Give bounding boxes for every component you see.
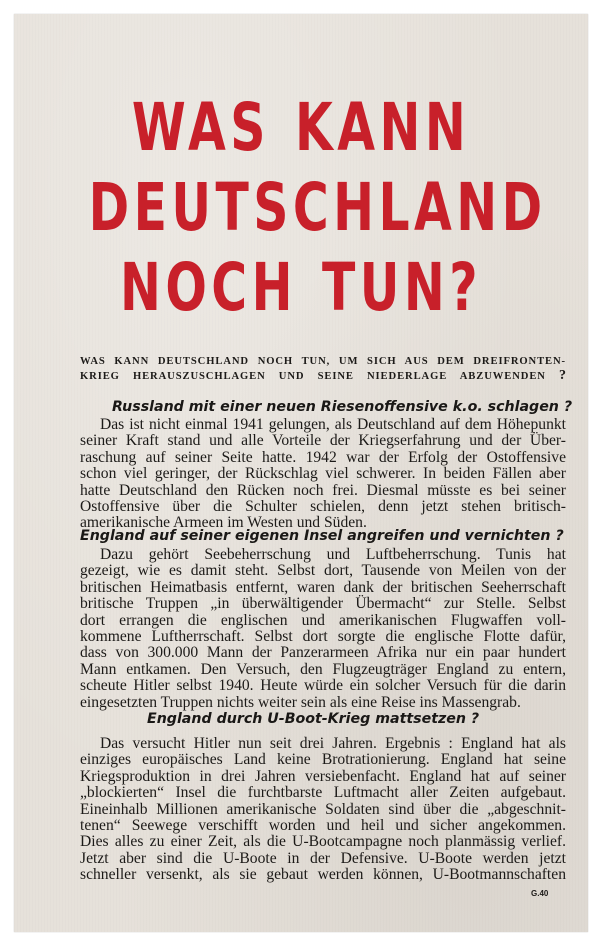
headline-line-3: NOCH TUN? (120, 249, 482, 326)
text-line: raschung auf seiner Seite hatte. 1942 war der Erfolg der Ostoffensive (80, 448, 566, 466)
headline-line-1: WAS KANN (131, 89, 471, 166)
intro-question (80, 355, 566, 384)
text-line: einziges europäisches Land keine Brotrationierung. England hat seine (80, 751, 566, 769)
section-body-u-boot (80, 736, 566, 884)
text-line: britische Truppen „in überwältigender Übermacht“ zur Stelle. Selbst (80, 595, 566, 613)
text-line: tenen“ Seewege verschifft worden und heil und sicher angekommen. (80, 817, 566, 835)
text-line: Das versucht Hitler nun seit drei Jahren. Ergebnis : England hat als (100, 735, 566, 752)
text-line: schneller versenkt, als sie gebaut werden können, U-Bootmannschaften (80, 866, 566, 884)
text-line: eingesetzten Truppen nichts weiter sein als eine Reise ins Massengrab. (80, 693, 521, 711)
section-title-england-insel: England auf seiner eigenen Insel angreifen und vernichten ? (80, 528, 564, 544)
text-line: amerikanische Armeen im Westen und Süden. (80, 514, 367, 532)
text-line: gezeigt, wie es damit steht. Selbst dort, Tausende von Meilen von der (80, 562, 566, 580)
text-line: Dies alles zu einer Zeit, als die U-Bootcampagne noch planmässig verlief. (80, 833, 566, 851)
headline-line-2: DEUTSCHLAND (88, 169, 547, 246)
text-line: Das ist nicht einmal 1941 gelungen, als Deutschland auf dem Höhepunkt (100, 416, 566, 433)
text-line: Dazu gehört Seebeherrschung und Luftbeherrschung. Tunis hat (100, 546, 566, 563)
text-line: Mann entkamen. Den Versuch, den Flugzeugträger England zu entern, (80, 660, 566, 678)
text-line: Jetzt aber sind die U-Boote in der Defensive. U-Boote werden jetzt (80, 849, 566, 867)
intro-line-2: KRIEG HERAUSZUSCHLAGEN UND SEINE NIEDERLAGE ABZUWENDEN ? (80, 368, 566, 383)
text-line: kommene Luftherrschaft. Selbst dort sorgte die englische Flotte dafür, (80, 628, 566, 646)
section-body-russland (80, 417, 566, 532)
text-line: dass von 300.000 Mann der Panzerarmeen Afrika nur ein paar hundert (80, 644, 566, 662)
text-line: britischen Heimatbasis entfernt, waren dank der britischen Seeherrschaft (80, 578, 566, 596)
text-line: seiner Kraft stand und alle Vorteile der Kriegserfahrung und der Über- (80, 432, 566, 450)
section-body-england-insel (80, 547, 566, 711)
text-line: „blockierten“ Insel die furchtbarste Luftmacht aller Zeiten aufgebaut. (80, 784, 566, 802)
text-line: dort errangen die englischen und amerikanischen Flugwaffen voll- (80, 611, 566, 629)
section-title-russland: Russland mit einer neuen Riesenoffensive k.o. schlagen ? (112, 399, 573, 415)
text-line: Kriegsproduktion in drei Jahren versiebenfacht. England hat auf seiner (80, 767, 566, 785)
text-line: schon viel geringer, der Rückschlag viel schwerer. In beiden Fällen aber (80, 465, 566, 483)
text-line: hatte Deutschland den Rücken noch frei. Diesmal müsste es bei seiner (80, 481, 566, 499)
print-code: G.40 (531, 889, 549, 898)
text-line: scheute Hitler selbst 1940. Heute würde ein solcher Versuch für die darin (80, 677, 566, 695)
section-title-u-boot: England durch U-Boot-Krieg mattsetzen ? (147, 711, 480, 727)
text-line: Eineinhalb Millionen amerikanische Soldaten sind über die „abgeschnit- (80, 800, 566, 818)
intro-line-1: WAS KANN DEUTSCHLAND NOCH TUN, UM SICH AUS DEM DREIFRONTEN- (80, 356, 566, 367)
leaflet-page (14, 14, 588, 932)
headline (88, 88, 547, 328)
text-line: Ostoffensive über die Schulter schielen, denn jetzt stehen britisch- (80, 498, 566, 516)
